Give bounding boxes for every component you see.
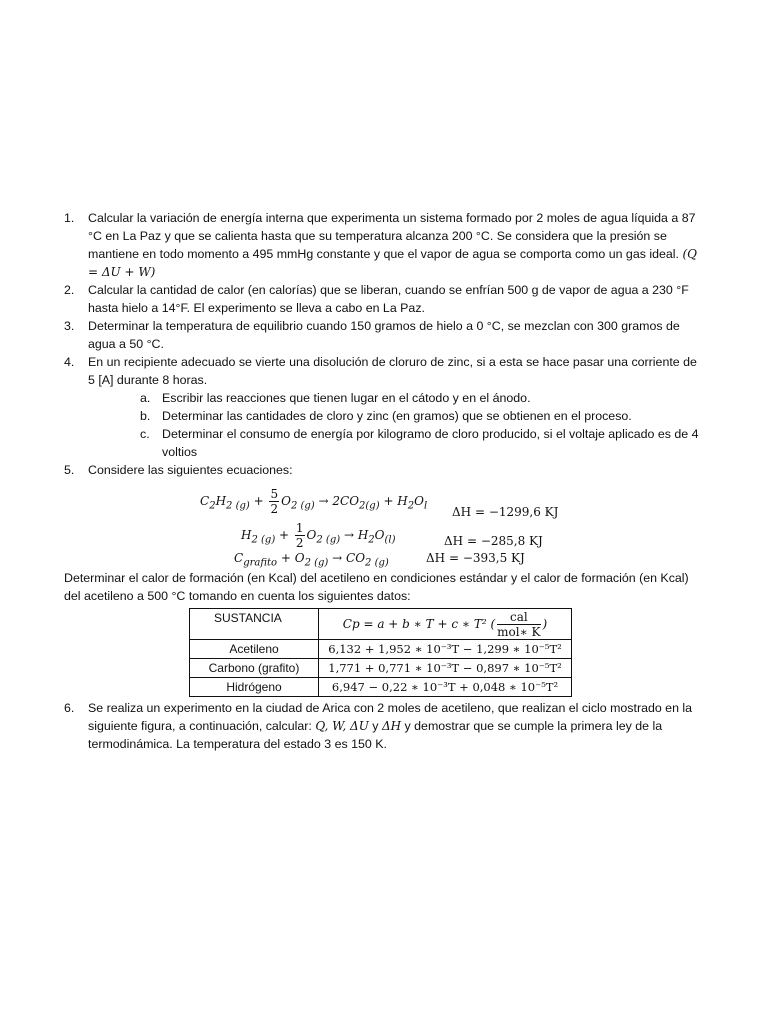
- enthalpy-value: ΔH = −285,8 KJ: [444, 534, 543, 548]
- subitem-b: [64, 407, 704, 425]
- subitem-text: Determinar las cantidades de cloro y zinc (en gramos) que se obtienen en el proceso.: [162, 409, 632, 423]
- header-substance: SUSTANCIA: [190, 609, 319, 640]
- problem-text: Calcular la cantidad de calor (en calorías) que se liberan, cuando se enfrían 500 g de vapor de agua a 230 °F hasta hielo a 14°F. El experimento se lleva a cabo en La Paz.: [88, 283, 689, 315]
- item-number: 4.: [64, 355, 75, 369]
- table-row: [190, 678, 572, 697]
- problem-3: [64, 317, 704, 353]
- item-number: 2.: [64, 283, 75, 297]
- item-number: 3.: [64, 319, 75, 333]
- subitem-text: Determinar el consumo de energía por kilogramo de cloro producido, si el voltaje aplicado es de 4 voltios: [162, 427, 699, 459]
- heat-capacity-table: [189, 608, 572, 697]
- problem-text: Considere las siguientes ecuaciones:: [88, 463, 293, 477]
- document-body: [64, 209, 704, 753]
- problem-4: [64, 353, 704, 389]
- problem-text: Calcular la variación de energía interna que experimenta un sistema formado por 2 moles de agua líquida a 87 °C en La Paz y que se calienta hasta que su temperatura alcanza 200 °C. Se considera que la presión se mantiene en todo momento a 495 mmHg constante y que el vapor de agua se comporta como un gas ideal.: [88, 211, 696, 261]
- subitem-letter: b.: [140, 409, 151, 423]
- subitem-letter: c.: [140, 427, 150, 441]
- problem-text: Determinar la temperatura de equilibrio cuando 150 gramos de hielo a 0 °C, se mezclan con 300 gramos de agua a 50 °C.: [88, 319, 680, 351]
- enthalpy-value: ΔH = −1299,6 KJ: [452, 505, 559, 519]
- formation-heat-paragraph: Determinar el calor de formación (en Kcal) del acetileno en condiciones estándar y el calor de formación (en Kcal) del acetileno a 500 °C tomando en cuenta los siguientes datos:: [64, 571, 689, 603]
- cp-cell: 6,947 − 0,22 ∗ 10⁻³T + 0,048 ∗ 10⁻⁵T²: [319, 678, 572, 697]
- subitem-text: Escribir las reacciones que tienen lugar en el cátodo y en el ánodo.: [162, 391, 531, 405]
- unit-denominator: mol∗ K: [497, 624, 541, 639]
- enthalpy-value: ΔH = −393,5 KJ: [426, 551, 525, 565]
- problem-1: [64, 209, 704, 281]
- substance-cell: Acetileno: [190, 640, 319, 659]
- cp-cell: 1,771 + 0,771 ∗ 10⁻³T − 0,897 ∗ 10⁻⁵T²: [319, 659, 572, 678]
- subitem-a: [64, 389, 704, 407]
- item-number: 5.: [64, 463, 75, 477]
- problem-5: [64, 461, 704, 479]
- cp-cell: 6,132 + 1,952 ∗ 10⁻³T − 1,299 ∗ 10⁻⁵T²: [319, 640, 572, 659]
- thermochemical-equations: [64, 481, 704, 567]
- problem-text: En un recipiente adecuado se vierte una disolución de cloruro de zinc, si a esta se hace pasar una corriente de 5 [A] durante 8 horas.: [88, 355, 697, 387]
- equation-co2-formation: $C_{grafito} + O_{2 (g)} \to CO_{2 (g)}$: [234, 551, 389, 569]
- equation-water-formation: $H_{2 (g)}$ + $\frac{1}{2}$ $O_{2 (g)} \to H_2O_{(l)}$: [241, 521, 396, 550]
- table-row: [190, 640, 572, 659]
- problem-6: [64, 699, 704, 753]
- equation-acetylene-combustion: $C_2H_{2 (g)}$ + $\frac{5}{2}$ $O_{2 (g)} \to 2CO_{2(g)} + H_2O_l$: [200, 487, 428, 516]
- cp-formula: Cp = a + b ∗ T + c ∗ T²: [342, 616, 487, 631]
- substance-cell: Hidrógeno: [190, 678, 319, 697]
- problem-text-continued: y demostrar que se cumple la primera ley de la termodinámica. La temperatura del estado 3 es 150 K.: [88, 719, 663, 751]
- enthalpy-symbol: ΔH: [381, 719, 402, 733]
- table-header-row: [190, 609, 572, 640]
- header-cp: Cp = a + b ∗ T + c ∗ T² ( $\frac{\text{cal}}{\text{mol∗ K}}$ ): [319, 609, 572, 640]
- unit-numerator: cal: [497, 610, 540, 625]
- variables-formula: Q, W, ΔU: [315, 719, 369, 733]
- first-law-formula: (Q = ΔU + W): [88, 247, 697, 279]
- subitem-c: [64, 425, 704, 461]
- problem-text: Se realiza un experimento en la ciudad de Arica con 2 moles de acetileno, que realizan el ciclo mostrado en la siguiente figura, a continuación, calcular:: [88, 701, 693, 733]
- problem-2: [64, 281, 704, 317]
- table-row: [190, 659, 572, 678]
- subitem-letter: a.: [140, 391, 151, 405]
- conjunction: y: [372, 719, 379, 733]
- substance-cell: Carbono (grafito): [190, 659, 319, 678]
- item-number: 1.: [64, 211, 75, 225]
- item-number: 6.: [64, 701, 75, 715]
